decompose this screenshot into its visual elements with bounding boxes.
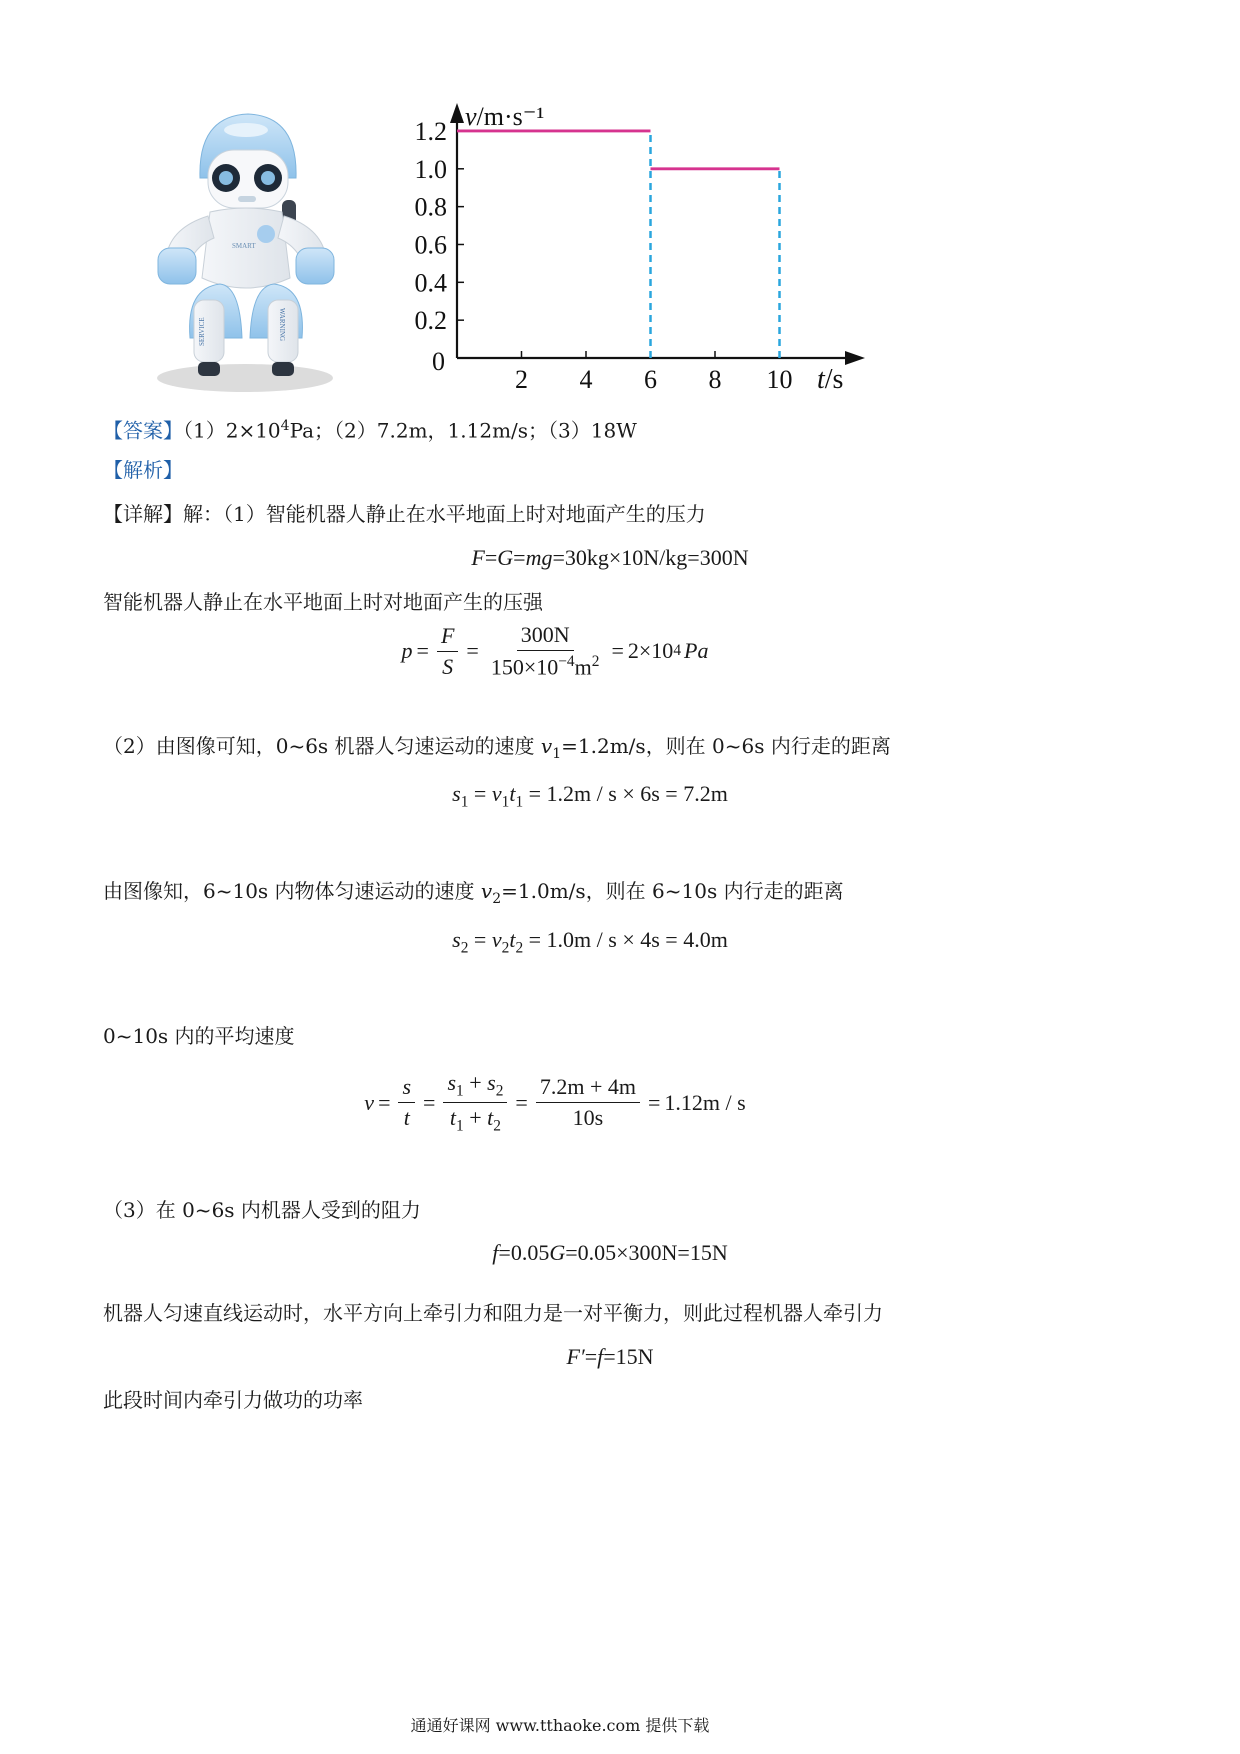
eq4-t-sub: 2 <box>515 939 524 957</box>
eq5-den-sum <box>446 1103 505 1135</box>
text3-v: v <box>540 734 553 758</box>
eq5-num3: 7.2m + 4m <box>536 1074 640 1103</box>
eq5-d-plus: + <box>463 1105 488 1131</box>
y-tick-label: 0.8 <box>414 192 447 222</box>
vt-graph <box>400 95 880 400</box>
text3-vsub: 1 <box>552 746 562 762</box>
text-power: 此段时间内牵引力做功的功率 <box>103 1388 363 1412</box>
equation-resistance <box>0 1239 1230 1267</box>
eq2-F: F <box>437 623 458 652</box>
eq2-frac-values <box>487 622 604 680</box>
eq4-s: s <box>452 927 461 952</box>
eq4-eq: = <box>468 927 492 952</box>
text-average-speed: 0~10s 内的平均速度 <box>103 1024 295 1048</box>
text4-b: =1.0m/s，则在 6~10s 内行走的距离 <box>501 879 844 903</box>
leg-label-left: SERVICE <box>198 317 206 346</box>
chest-label: SMART <box>232 242 256 250</box>
eq2-den <box>487 651 604 680</box>
right-wheel <box>272 362 294 376</box>
detail-text: 解：（1）智能机器人静止在水平地面上时对地面产生的压力 <box>183 502 706 526</box>
answer-part1: （1）2×10 <box>183 418 281 443</box>
answer-part2: Pa；（2）7.2m，1.12m/s；（3）18W <box>289 418 637 443</box>
vt-chart-svg <box>400 95 880 400</box>
eq5-v: v <box>364 1089 375 1115</box>
eq2-den-a: 150×10 <box>490 654 559 680</box>
eq6-f: f <box>492 1240 499 1265</box>
answer-tag: 【答案】 <box>103 418 183 443</box>
eq5-frac-values <box>536 1074 640 1131</box>
equation-average-speed <box>0 1070 1110 1136</box>
eq5-rhs: 1.12m / s <box>664 1089 746 1115</box>
eq1-rest: =30kg×10N/kg=300N <box>552 545 749 570</box>
eq5-n-s2: s <box>487 1070 496 1095</box>
y-tick-label: 0.6 <box>414 230 447 260</box>
x-tick-label: 4 <box>579 365 593 394</box>
eq5-d-t1: t <box>449 1105 457 1131</box>
eq1-eq2: = <box>513 545 526 570</box>
eq1-mg: mg <box>525 545 553 570</box>
eq2-rhs-unit: Pa <box>684 638 709 664</box>
equation-pressure-force <box>0 544 1230 572</box>
eq7-rest: =15N <box>603 1344 654 1369</box>
eq2-p: p <box>401 638 413 664</box>
x-axis-label-symbol: t <box>817 364 825 395</box>
eq2-den-exp2: 2 <box>591 653 600 670</box>
y-axis-label-symbol: v <box>465 102 477 131</box>
text-speed-1 <box>103 732 891 768</box>
left-hand <box>158 248 196 284</box>
eq4-v-sub: 2 <box>501 939 510 957</box>
eq4-v: v <box>491 927 502 952</box>
eq5-frac-sum <box>443 1070 507 1136</box>
eq2-rhs: 2×10 <box>627 638 674 664</box>
eq3-s-sub: 1 <box>460 793 469 811</box>
eq3-v: v <box>491 781 502 806</box>
eq3-rest: = 1.2m / s × 6s = 7.2m <box>523 781 728 806</box>
eq2-frac-FS <box>437 623 458 680</box>
y-tick-label: 0.4 <box>414 268 447 298</box>
eq7-F: F′ <box>566 1344 585 1369</box>
text4-v: v <box>480 879 493 903</box>
x-tick-label: 6 <box>644 365 657 394</box>
x-axis-arrow <box>845 351 865 365</box>
eq7-eq: = <box>584 1344 598 1369</box>
eq1-eq: = <box>484 545 498 570</box>
eq6-rest: =0.05×300N=15N <box>565 1240 728 1265</box>
right-hand <box>296 248 334 284</box>
eq5-n-sub2: 2 <box>495 1082 504 1100</box>
detail-line <box>103 500 706 528</box>
helmet-top <box>224 123 268 137</box>
y-axis-label-unit: /m·s⁻¹ <box>476 102 545 131</box>
x-tick-label: 8 <box>708 365 722 394</box>
eq4-s-sub: 2 <box>460 939 469 957</box>
text-traction: 机器人匀速直线运动时，水平方向上牵引力和阻力是一对平衡力，则此过程机器人牵引力 <box>103 1301 883 1325</box>
y-tick-label: 0.2 <box>414 306 447 336</box>
eq5-eq1: = <box>378 1089 391 1115</box>
text3-b: =1.2m/s，则在 0~6s 内行走的距离 <box>561 734 891 758</box>
text3-a: （2）由图像可知，0~6s 机器人匀速运动的速度 <box>103 734 541 758</box>
x-axis-label <box>817 364 843 395</box>
text-speed-2 <box>103 877 844 913</box>
eq2-eq3: = <box>611 638 624 664</box>
eq4-rest: = 1.0m / s × 4s = 4.0m <box>523 927 728 952</box>
eq2-den-b: m <box>574 654 592 680</box>
text-resistance: （3）在 0~6s 内机器人受到的阻力 <box>103 1198 421 1222</box>
eq2-S: S <box>442 653 454 679</box>
eq5-den3: 10s <box>572 1105 604 1131</box>
eq5-s: s <box>398 1074 415 1103</box>
x-tick-label: 10 <box>766 365 793 394</box>
eq5-n-plus: + <box>463 1070 488 1095</box>
eq6-eq: =0.05 <box>498 1240 550 1265</box>
eq5-frac-st <box>398 1074 415 1131</box>
eq5-eq3: = <box>515 1089 528 1115</box>
text4-a: 由图像知，6~10s 内物体匀速运动的速度 <box>103 879 481 903</box>
eq6-G: G <box>549 1240 566 1265</box>
eq2-rhs-exp: 4 <box>673 642 682 660</box>
origin-label: 0 <box>432 347 445 376</box>
equation-traction <box>0 1343 1230 1371</box>
eq2-eq: = <box>416 638 429 664</box>
equation-distance-2 <box>0 926 1210 962</box>
eq2-eq2: = <box>466 638 479 664</box>
detail-tag: 【详解】 <box>103 502 183 526</box>
eq4-t: t <box>509 927 516 952</box>
leg-label-right: WARNING <box>278 308 286 342</box>
eq3-t-sub: 1 <box>515 793 524 811</box>
eq5-d-sub2: 2 <box>493 1117 501 1135</box>
x-tick-label: 2 <box>515 365 528 394</box>
eq5-t: t <box>403 1105 410 1131</box>
eq5-d-sub1: 1 <box>456 1117 464 1135</box>
y-tick-label: 1.0 <box>414 154 447 184</box>
eq2-num: 300N <box>517 622 574 651</box>
eq5-eq2: = <box>423 1089 436 1115</box>
chest-light <box>257 225 275 243</box>
y-axis-arrow <box>450 103 464 123</box>
eq5-d-t2: t <box>487 1105 494 1131</box>
x-axis-label-unit: /s <box>824 364 844 395</box>
answer-line <box>103 412 637 445</box>
text-pressure: 智能机器人静止在水平地面上时对地面产生的压强 <box>103 590 543 614</box>
y-tick-label: 1.2 <box>414 116 447 146</box>
answer-exp: 4 <box>280 418 290 434</box>
eq7-f: f <box>597 1344 604 1369</box>
eq3-t: t <box>509 781 516 806</box>
equation-pressure <box>0 622 1110 680</box>
eq3-eq: = <box>468 781 492 806</box>
y-axis-label <box>465 102 544 131</box>
page-footer: 通通好课网 www.tthaoke.com 提供下载 <box>410 1716 710 1735</box>
eq5-n-s1: s <box>447 1070 457 1095</box>
analysis-tag: 【解析】 <box>103 458 183 482</box>
eq5-eq4: = <box>647 1089 661 1115</box>
shadow <box>157 364 333 392</box>
eq5-n-sub1: 1 <box>456 1082 464 1100</box>
eq5-num-sum <box>443 1070 507 1103</box>
eq3-v-sub: 1 <box>501 793 510 811</box>
eq1-G: G <box>497 545 514 570</box>
equation-distance-1 <box>0 780 1210 816</box>
eq3-s: s <box>452 781 461 806</box>
robot-illustration <box>150 108 340 396</box>
eq1-F: F <box>471 545 485 570</box>
robot-photo <box>150 108 340 396</box>
text4-vsub: 2 <box>492 891 502 907</box>
eq2-den-exp: −4 <box>558 653 575 670</box>
left-wheel <box>198 362 220 376</box>
